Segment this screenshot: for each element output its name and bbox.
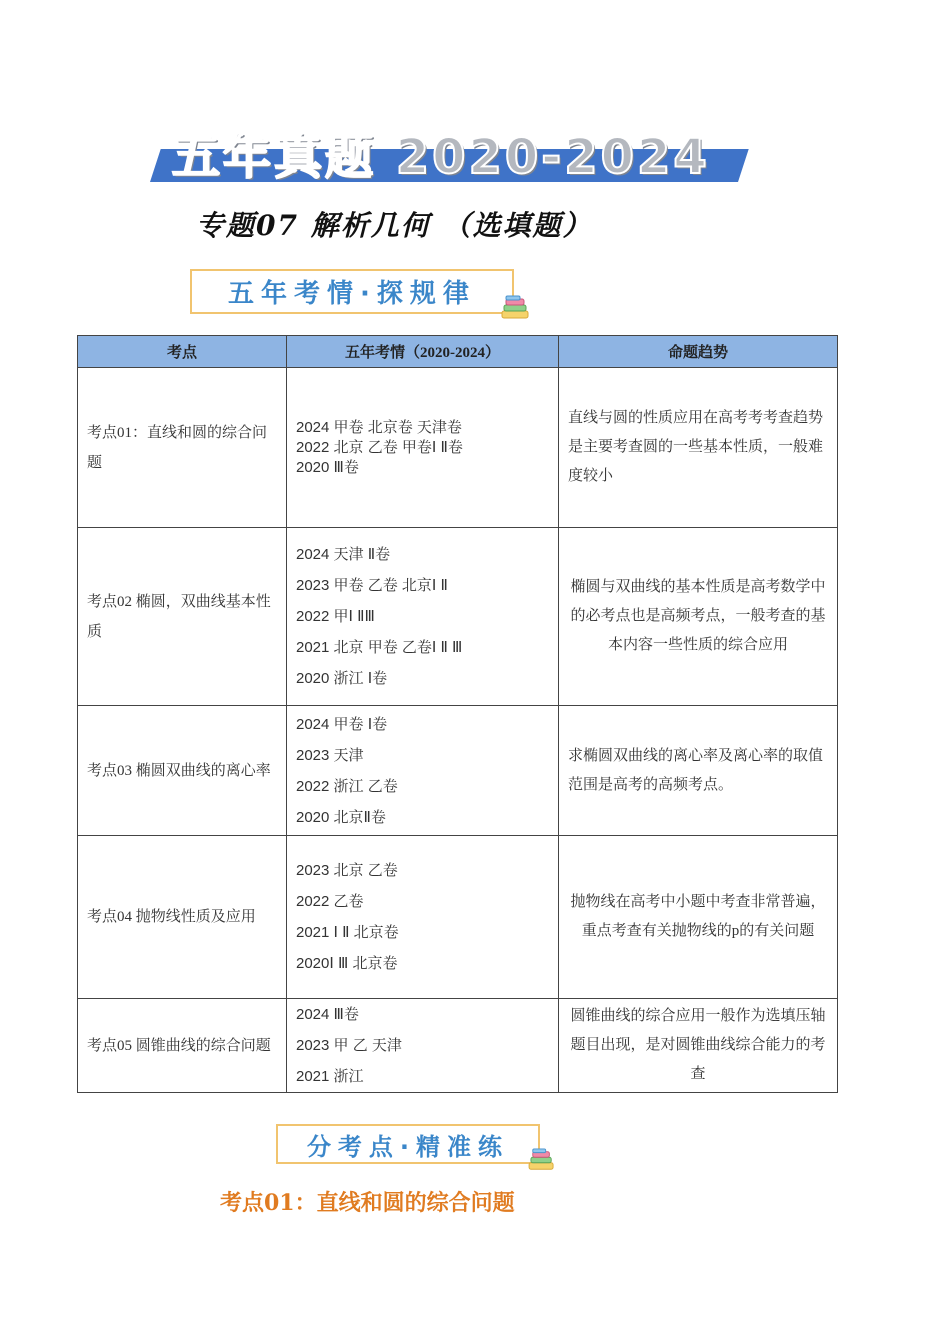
years-cell [287, 706, 559, 836]
year-line: 2020 浙江 Ⅰ卷 [296, 670, 388, 687]
year-line: 2021 浙江 [296, 1068, 364, 1085]
topic-cell: 考点05 圆锥曲线的综合问题 [78, 999, 287, 1093]
year-line: 2022 甲Ⅰ ⅡⅢ [296, 608, 375, 625]
books-icon [527, 1148, 557, 1172]
col-header-trend: 命题趋势 [559, 336, 838, 368]
year-line: 2022 北京 乙卷 甲卷Ⅰ Ⅱ卷 [296, 438, 463, 456]
table-row [78, 706, 838, 836]
table-row [78, 836, 838, 999]
year-line: 2022 乙卷 [296, 893, 364, 910]
exam-trends-table [77, 335, 838, 1093]
table-row [78, 999, 838, 1093]
topic-cell: 考点04 抛物线性质及应用 [78, 836, 287, 999]
table-row [78, 528, 838, 706]
year-line: 2024 天津 Ⅱ卷 [296, 546, 391, 563]
year-line: 2024 Ⅲ卷 [296, 1006, 359, 1023]
trend-cell: 直线与圆的性质应用在高考考考查趋势是主要考查圆的一些基本性质，一般难度较小 [559, 368, 838, 528]
banner-title: 五年真题 2020-2024 [172, 129, 710, 185]
year-line: 2024 甲卷 Ⅰ卷 [296, 715, 388, 733]
year-line: 2024 甲卷 北京卷 天津卷 [296, 418, 462, 436]
trend-cell: 椭圆与双曲线的基本性质是高考数学中的必考点也是高频考点，一般考查的基本内容一些性质的综合应用 [559, 528, 838, 706]
topic-cell: 考点01：直线和圆的综合问题 [78, 368, 287, 528]
year-line: 2020 Ⅲ卷 [296, 458, 359, 476]
section-label-trends: 五年考情·探规律 [190, 269, 514, 314]
year-line: 2023 甲 乙 天津 [296, 1037, 402, 1054]
year-line: 2021 北京 甲卷 乙卷Ⅰ Ⅱ Ⅲ [296, 639, 463, 656]
table-header-row [78, 336, 838, 368]
page-subtitle: 专题07 解析几何 （选填题） [196, 209, 593, 242]
banner [150, 118, 740, 184]
section-label-practice: 分考点·精准练 [276, 1124, 540, 1164]
year-line: 2022 浙江 乙卷 [296, 777, 398, 795]
years-cell [287, 836, 559, 999]
year-line: 2021 Ⅰ Ⅱ 北京卷 [296, 924, 399, 941]
year-line: 2020Ⅰ Ⅲ 北京卷 [296, 955, 398, 972]
topic-cell: 考点02 椭圆，双曲线基本性质 [78, 528, 287, 706]
year-line: 2023 甲卷 乙卷 北京Ⅰ Ⅱ [296, 577, 448, 594]
years-cell [287, 528, 559, 706]
year-line: 2023 北京 乙卷 [296, 862, 398, 879]
trend-cell: 圆锥曲线的综合应用一般作为选填压轴题目出现，是对圆锥曲线综合能力的考查 [559, 999, 838, 1093]
year-line: 2020 北京Ⅱ卷 [296, 808, 386, 826]
years-cell [287, 368, 559, 528]
table-row [78, 368, 838, 528]
section-heading-topic01: 考点01：直线和圆的综合问题 [220, 1190, 515, 1216]
trend-cell: 抛物线在高考中小题中考查非常普遍，重点考查有关抛物线的p的有关问题 [559, 836, 838, 999]
col-header-years: 五年考情（2020-2024） [287, 336, 559, 368]
col-header-topic: 考点 [78, 336, 287, 368]
books-icon [500, 295, 532, 321]
years-cell [287, 999, 559, 1093]
year-line: 2023 天津 [296, 746, 364, 764]
topic-cell: 考点03 椭圆双曲线的离心率 [78, 706, 287, 836]
trend-cell: 求椭圆双曲线的离心率及离心率的取值范围是高考的高频考点。 [559, 706, 838, 836]
